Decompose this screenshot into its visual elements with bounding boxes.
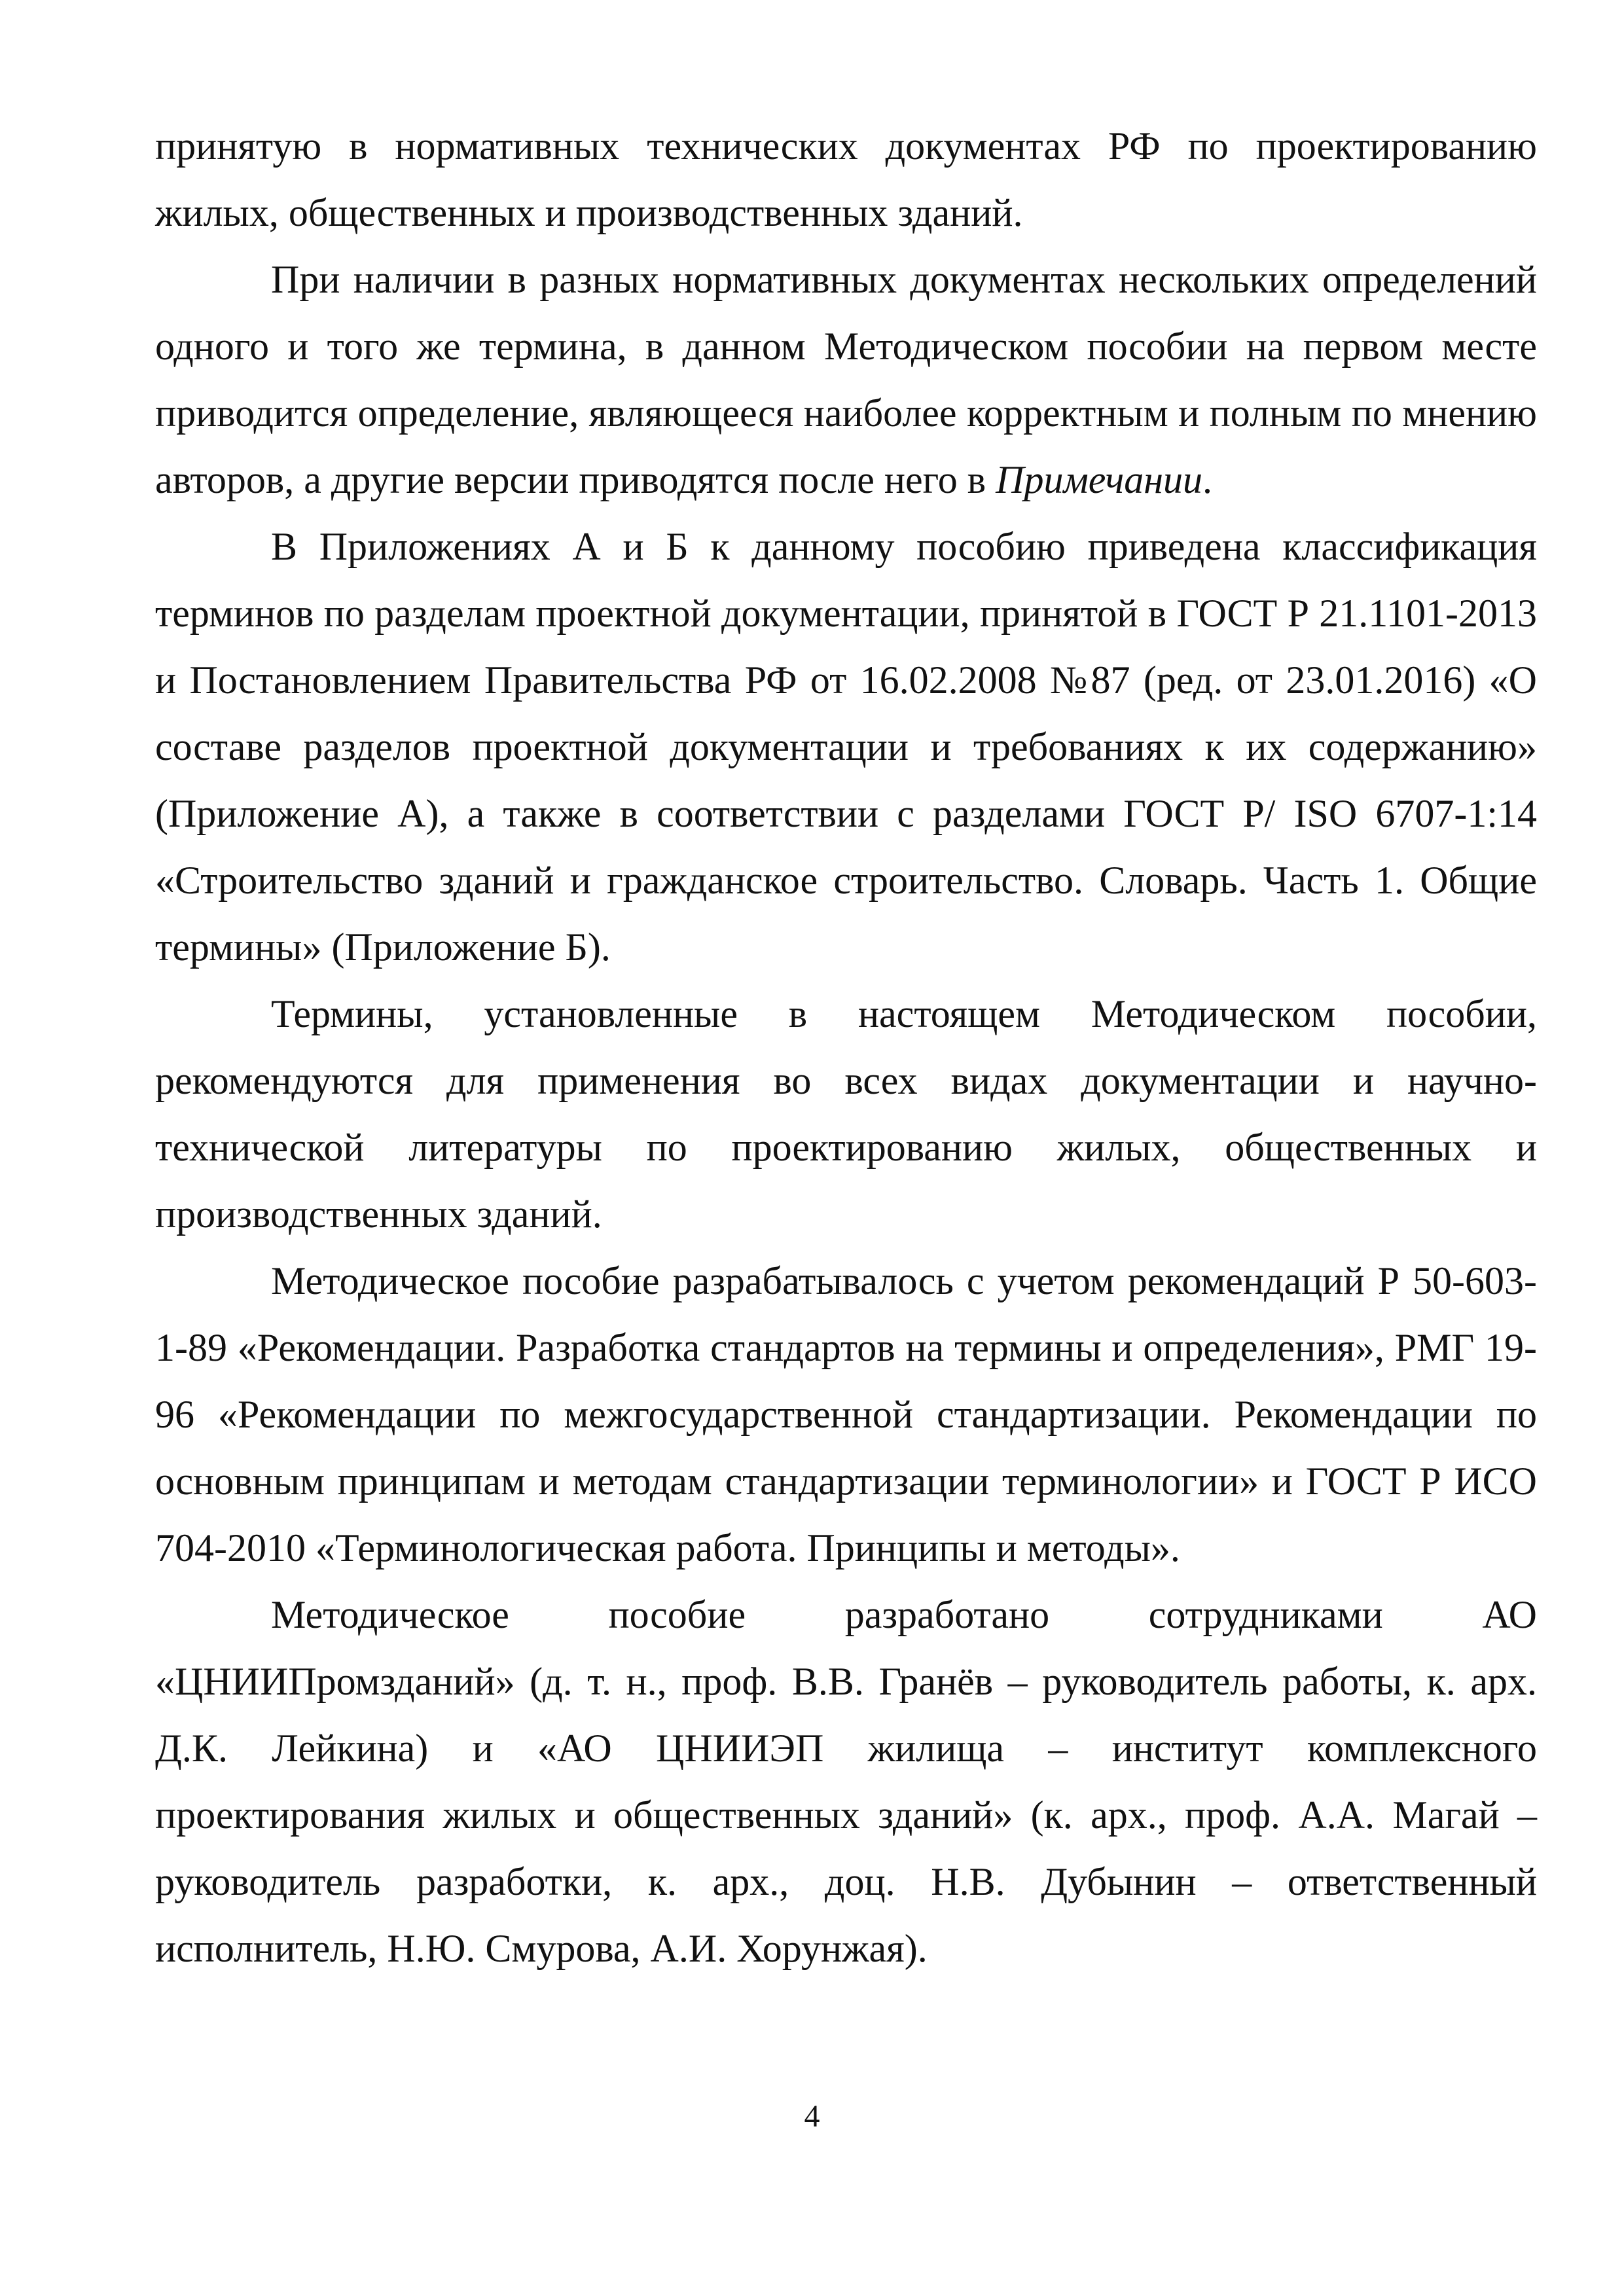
paragraph-definitions-end: . xyxy=(1202,458,1212,501)
body-text xyxy=(155,113,1537,1982)
paragraph-definitions-text: При наличии в разных нормативных документах нескольких определений одного и того же термина, в данном Методическом пособии на первом месте приводится определение, являющееся наиболее корректным и полным по мнению авторов, а другие версии приводятся после него в xyxy=(155,258,1537,501)
paragraph-authors: Методическое пособие разработано сотрудниками АО «ЦНИИПромзданий» (д. т. н., проф. В.В. Гранёв – руководитель работы, к. арх. Д.К. Лейкина) и «АО ЦНИИЭП жилища – институт комплексного проектирования жилых и общественных зданий» (к. арх., проф. А.А. Магай – руководитель разработки, к. арх., доц. Н.В. Дубынин – ответственный исполнитель, Н.Ю. Смурова, А.И. Хорунжая). xyxy=(155,1593,1537,1970)
paragraph-continuation: принятую в нормативных технических документах РФ по проектированию жилых, общественных и производственных зданий. xyxy=(155,124,1537,234)
paragraph-recommendations: Методическое пособие разрабатывалось с учетом рекомендаций Р 50-603-1-89 «Рекомендации. Разработка стандартов на термины и определения», РМГ 19-96 «Рекомендации по межгосударственной стандартизации. Рекомендации по основным принципам и методам стандартизации терминологии» и ГОСТ Р ИСО 704-2010 «Терминологическая работа. Принципы и методы». xyxy=(155,1259,1537,1570)
paragraph-appendices: В Приложениях А и Б к данному пособию приведена классификация терминов по разделам проектной документации, принятой в ГОСТ Р 21.1101-2013 и Постановлением Правительства РФ от 16.02.2008 №87 (ред. от 23.01.2016) «О составе разделов проектной документации и требованиях к их содержанию» (Приложение А), а также в соответствии с разделами ГОСТ Р/ ISO 6707-1:14 «Строительство зданий и гражданское строительство. Словарь. Часть 1. Общие термины» (Приложение Б). xyxy=(155,525,1537,969)
page-number: 4 xyxy=(804,2099,820,2134)
paragraph-definitions xyxy=(155,246,1537,513)
notes-reference: Примечании xyxy=(996,458,1202,501)
paragraph-usage: Термины, установленные в настоящем Методическом пособии, рекомендуются для применения во всех видах документации и научно-технической литературы по проектированию жилых, общественных и производственных зданий. xyxy=(155,992,1537,1236)
